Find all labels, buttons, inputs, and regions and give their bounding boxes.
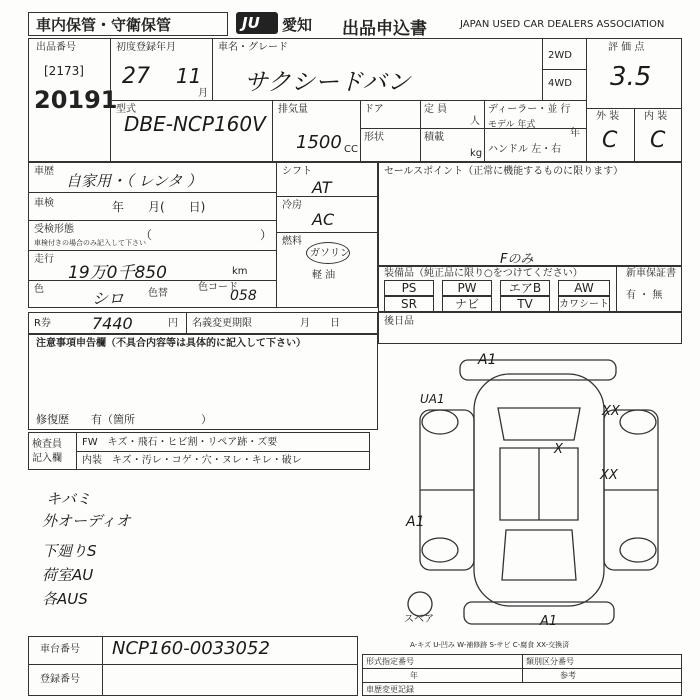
usage-label: 車歴 bbox=[34, 166, 54, 177]
load-unit: kg bbox=[470, 148, 483, 159]
registration-label: 名義変更期限 bbox=[192, 318, 252, 329]
storage-title: 車内保管・守衛保管 bbox=[36, 16, 172, 34]
shift-label: シフト bbox=[282, 166, 312, 177]
fuel-label: 燃料 bbox=[282, 236, 302, 247]
warranty-label: 新車保証書 bbox=[626, 268, 676, 279]
first-reg-month: 11 bbox=[176, 64, 202, 88]
mark-right-rear-xx: XX bbox=[600, 468, 618, 483]
inspection-label: 検査員 記入欄 bbox=[32, 439, 62, 464]
notes-label: 注意事項申告欄（不具合内容等は具体的に記入して下さい） bbox=[36, 338, 306, 349]
equipment-label: 装備品（純正品に限り○をつけてください） bbox=[384, 268, 583, 279]
car-name-label: 車名・グレード bbox=[218, 42, 288, 53]
equip-sr: SR bbox=[384, 296, 434, 312]
inspection-fw: FW キズ・飛石・ヒビ割・リペア跡・ズ要 bbox=[82, 437, 278, 448]
form-title: 出品申込書 bbox=[342, 19, 427, 39]
int-label: 内 装 bbox=[644, 111, 668, 122]
capacity-label: 定 員 bbox=[424, 104, 448, 115]
ext-label: 外 装 bbox=[596, 111, 620, 122]
fuel-gas: ガソリン bbox=[310, 248, 350, 259]
first-reg-year: 27 bbox=[122, 64, 150, 89]
footer-year: 年 bbox=[410, 671, 418, 680]
color-change-label: 色替 bbox=[148, 288, 168, 299]
handle-label: ハンドル 左・右 bbox=[488, 144, 562, 155]
equip-navi: ナビ bbox=[442, 296, 492, 312]
logo-text: JU bbox=[242, 14, 260, 32]
english-title: JAPAN USED CAR DEALERS ASSOCIATION bbox=[460, 19, 665, 30]
ac-label: 冷房 bbox=[282, 200, 302, 211]
lot-bracket: [2173] bbox=[44, 64, 84, 78]
after-frame bbox=[378, 312, 682, 344]
aichi-label: 愛知 bbox=[282, 16, 313, 34]
footer-record: 車歴変更記録 bbox=[366, 685, 414, 694]
acceptance-label: 受検形態 bbox=[34, 224, 74, 235]
rating-score: 3.5 bbox=[610, 62, 652, 92]
color-code-label: 色コード bbox=[198, 282, 238, 293]
load-label: 積載 bbox=[424, 132, 444, 143]
mark-left-ua1: UA1 bbox=[420, 392, 445, 406]
footer-category-no: 類別区分番号 bbox=[526, 657, 574, 666]
footer-reference: 参考 bbox=[560, 671, 576, 680]
mark-right-xx: XX bbox=[602, 404, 620, 419]
displacement-unit: CC bbox=[344, 144, 358, 155]
remark-2: 外オーディオ bbox=[42, 512, 131, 530]
rating-label: 評 価 点 bbox=[608, 42, 645, 53]
shape-label: 形状 bbox=[364, 132, 384, 143]
car-name-value: サクシードバン bbox=[244, 68, 411, 96]
first-reg-month-unit: 月 bbox=[198, 88, 208, 99]
equip-ps: PS bbox=[384, 280, 434, 296]
mark-roof-x: X bbox=[554, 442, 563, 457]
lot-label: 出品番号 bbox=[36, 42, 76, 53]
color-label: 色 bbox=[34, 284, 44, 295]
color-code: 058 bbox=[230, 288, 257, 304]
repair-label: 修復歴 有（箇所 ） bbox=[36, 413, 212, 426]
mileage-unit: km bbox=[232, 266, 248, 277]
chassis-value: NCP160-0033052 bbox=[112, 638, 270, 659]
chassis-label: 車台番号 bbox=[40, 644, 80, 655]
first-reg-label: 初度登録年月 bbox=[116, 42, 176, 53]
recycle-unit: 円 bbox=[168, 318, 178, 329]
usage-value: 自家用・（ レンタ ） bbox=[66, 172, 203, 190]
reg-no-label: 登録番号 bbox=[40, 674, 80, 685]
footer-type-no: 形式指定番号 bbox=[366, 657, 414, 666]
shift-value: AT bbox=[312, 178, 332, 197]
lot-number: 20191 bbox=[34, 86, 118, 114]
equip-airbag: エアB bbox=[500, 280, 550, 296]
equip-pw: PW bbox=[442, 280, 492, 296]
mileage-value: 19万0千850 bbox=[68, 263, 167, 283]
mileage-label: 走行 bbox=[34, 254, 54, 265]
equip-tv: TV bbox=[500, 296, 550, 312]
model-label: 型式 bbox=[116, 104, 136, 115]
inspection-interior: 内装 キズ・汚レ・コゲ・穴・ヌレ・キレ・破レ bbox=[82, 455, 302, 466]
mark-front-a1: A1 bbox=[478, 352, 497, 368]
shaken-label: 車検 bbox=[34, 198, 54, 209]
drive-4wd: 4WD bbox=[548, 78, 572, 89]
acceptance-sub: 車検付きの場合のみ記入して下さい bbox=[34, 239, 146, 247]
equip-leather: カワシート bbox=[558, 296, 610, 312]
fuel-diesel: 軽 油 bbox=[312, 270, 336, 281]
remark-5: 各AUS bbox=[42, 590, 88, 608]
model-value: DBE-NCP160V bbox=[124, 112, 266, 136]
drive-2wd: 2WD bbox=[548, 50, 572, 61]
capacity-unit: 人 bbox=[470, 116, 480, 127]
registration-value: 月 日 bbox=[300, 318, 340, 329]
mark-rear-a1: A1 bbox=[540, 614, 558, 629]
sales-point-label: セールスポイント（正常に機能するものに限ります） bbox=[384, 166, 624, 177]
warranty-value: 有 ・ 無 bbox=[626, 290, 663, 301]
sales-point-note: Fのみ bbox=[500, 252, 534, 267]
dealer-label: ディーラー・並 行 bbox=[488, 104, 571, 115]
acceptance-paren: （ ） bbox=[140, 228, 273, 242]
recycle-value: 7440 bbox=[92, 314, 133, 333]
remark-4: 荷室AU bbox=[42, 566, 94, 584]
model-year-label: モデル 年式 bbox=[488, 120, 536, 130]
displacement-label: 排気量 bbox=[278, 104, 308, 115]
after-label: 後日品 bbox=[384, 316, 414, 327]
diagram-legend: A-キズ U-凹み W-補修跡 S-サビ C-腐食 XX-交換済 bbox=[410, 641, 570, 649]
shaken-value: 年 月( 日) bbox=[112, 200, 206, 214]
equip-aw: AW bbox=[558, 280, 610, 296]
ac-value: AC bbox=[312, 210, 335, 229]
spare-label: スペア bbox=[404, 614, 434, 625]
model-year-unit: 年 bbox=[570, 128, 580, 139]
recycle-label: R券 bbox=[34, 318, 51, 329]
int-grade: C bbox=[650, 128, 666, 153]
ext-grade: C bbox=[602, 128, 618, 153]
mark-left-a1: A1 bbox=[406, 514, 425, 530]
displacement-value: 1500 bbox=[296, 132, 342, 153]
color-value: シロ bbox=[92, 289, 125, 308]
door-label: ドア bbox=[364, 104, 384, 115]
remark-1: キバミ bbox=[46, 490, 92, 508]
remark-3: 下廻りS bbox=[42, 542, 97, 560]
